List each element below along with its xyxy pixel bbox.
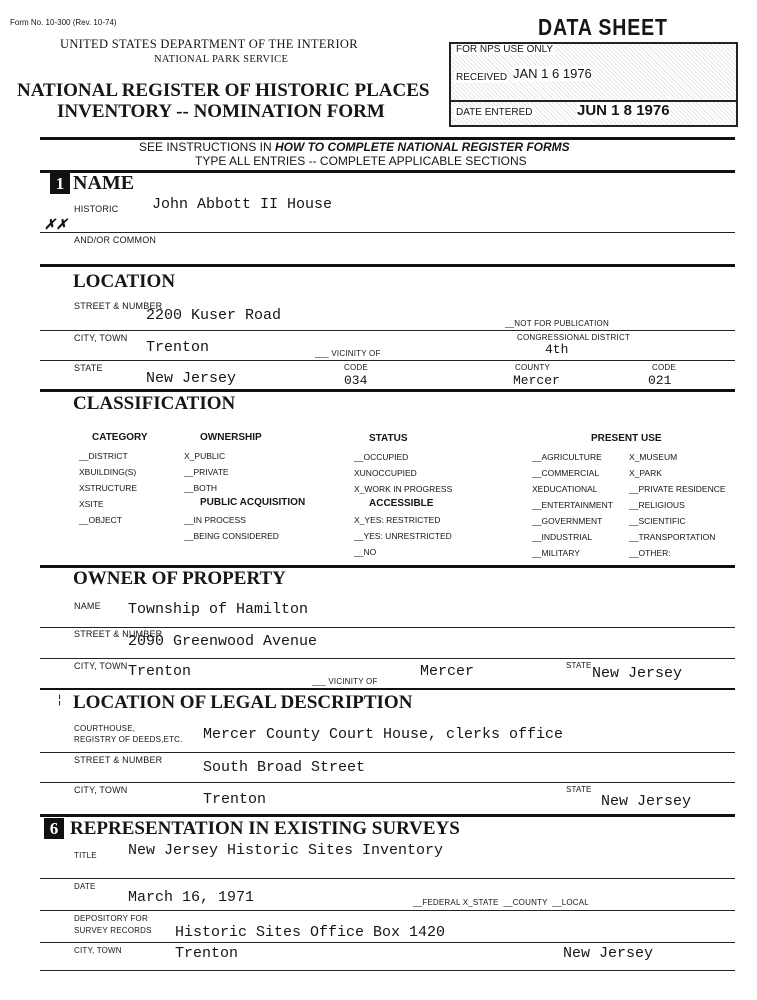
- ownership-item: __PRIVATE: [184, 467, 229, 477]
- owner-street-value: 2090 Greenwood Avenue: [128, 633, 318, 650]
- state-code-value: 034: [344, 373, 368, 388]
- historic-name-value: John Abbott II House: [152, 196, 333, 213]
- surveys-section-title: REPRESENTATION IN EXISTING SURVEYS: [70, 818, 460, 839]
- ownership-header: OWNERSHIP: [200, 432, 262, 443]
- county-code-value: 021: [648, 373, 672, 388]
- accessible-item: X_YES: RESTRICTED: [354, 515, 441, 525]
- depository-label-2: SURVEY RECORDS: [74, 926, 152, 935]
- county-code-label: CODE: [652, 363, 676, 372]
- category-item: XSTRUCTURE: [79, 483, 138, 493]
- location-city-value: Trenton: [146, 339, 210, 356]
- survey-title-value: New Jersey Historic Sites Inventory: [128, 842, 444, 859]
- depository-label-1: DEPOSITORY FOR: [74, 914, 148, 923]
- present-use-item: __RELIGIOUS: [629, 500, 685, 510]
- survey-level-options: __FEDERAL X_STATE __COUNTY __LOCAL: [413, 898, 589, 907]
- location-city-label: CITY, TOWN: [74, 333, 128, 343]
- status-header: STATUS: [369, 433, 408, 444]
- accessible-item: __NO: [354, 547, 377, 557]
- present-use-item: __PRIVATE RESIDENCE: [629, 484, 726, 494]
- status-item: X_WORK IN PROGRESS: [354, 484, 453, 494]
- location-state-value: New Jersey: [146, 370, 237, 387]
- date-entered-label: DATE ENTERED: [456, 107, 533, 118]
- classification-section-title: CLASSIFICATION: [73, 393, 236, 414]
- section-6-badge: 6: [44, 818, 64, 839]
- category-item: __OBJECT: [79, 515, 122, 525]
- survey-date-value: March 16, 1971: [128, 889, 255, 906]
- courthouse-label-2: REGISTRY OF DEEDS,ETC.: [74, 735, 183, 744]
- legal-section-title: LOCATION OF LEGAL DESCRIPTION: [73, 692, 413, 713]
- present-use-item: __AGRICULTURE: [532, 452, 602, 462]
- depository-value: Historic Sites Office Box 1420: [175, 924, 446, 941]
- received-label: RECEIVED: [456, 72, 508, 83]
- status-item: XUNOCCUPIED: [354, 468, 417, 478]
- category-item: XBUILDING(S): [79, 467, 137, 477]
- present-use-item: __ENTERTAINMENT: [532, 500, 613, 510]
- legal-state-value: New Jersey: [601, 793, 692, 810]
- instructions-line-2: TYPE ALL ENTRIES -- COMPLETE APPLICABLE SECTIONS: [195, 154, 527, 168]
- category-item: __DISTRICT: [79, 451, 128, 461]
- acquisition-item: __BEING CONSIDERED: [184, 531, 279, 541]
- survey-city-label: CITY, TOWN: [74, 946, 122, 955]
- owner-section-title: OWNER OF PROPERTY: [73, 568, 286, 589]
- present-use-item: __SCIENTIFIC: [629, 516, 686, 526]
- agency-line-1: UNITED STATES DEPARTMENT OF THE INTERIOR: [60, 37, 358, 51]
- present-use-item: __GOVERNMENT: [532, 516, 603, 526]
- present-use-header: PRESENT USE: [591, 433, 662, 444]
- owner-county-value: Mercer: [420, 663, 475, 680]
- agency-line-2: NATIONAL PARK SERVICE: [154, 54, 289, 65]
- survey-date-label: DATE: [74, 882, 96, 891]
- form-title-line-2: INVENTORY -- NOMINATION FORM: [57, 101, 385, 122]
- form-number: Form No. 10-300 (Rev. 10-74): [10, 18, 117, 27]
- location-section-title: LOCATION: [73, 271, 176, 292]
- owner-name-label: NAME: [74, 601, 101, 611]
- owner-state-label: STATE: [566, 661, 592, 670]
- common-name-label: AND/OR COMMON: [74, 235, 157, 245]
- acquisition-header: PUBLIC ACQUISITION: [200, 497, 306, 508]
- accessible-header: ACCESSIBLE: [369, 498, 434, 509]
- owner-street-label: STREET & NUMBER: [74, 629, 163, 639]
- owner-state-value: New Jersey: [592, 665, 683, 682]
- congressional-district-value: 4th: [545, 342, 569, 357]
- legal-city-value: Trenton: [203, 791, 267, 808]
- status-item: __OCCUPIED: [354, 452, 409, 462]
- received-stamp: JAN 1 6 1976: [513, 66, 592, 81]
- present-use-item: X_PARK: [629, 468, 662, 478]
- instructions-line-1: SEE INSTRUCTIONS IN HOW TO COMPLETE NATIONAL REGISTER FORMS: [139, 140, 570, 154]
- margin-check-mark: ✗✗: [44, 216, 68, 232]
- present-use-item: __MILITARY: [532, 548, 580, 558]
- congressional-district-label: CONGRESSIONAL DISTRICT: [517, 333, 631, 342]
- county-value: Mercer: [513, 373, 560, 388]
- present-use-item: XEDUCATIONAL: [532, 484, 598, 494]
- owner-vicinity-label: ___ VICINITY OF: [312, 677, 378, 686]
- survey-state-value: New Jersey: [563, 945, 654, 962]
- owner-name-value: Township of Hamilton: [128, 601, 309, 618]
- present-use-item: __OTHER:: [629, 548, 671, 558]
- category-item: XSITE: [79, 499, 104, 509]
- state-code-label: CODE: [344, 363, 368, 372]
- accessible-item: __YES: UNRESTRICTED: [354, 531, 452, 541]
- county-label: COUNTY: [515, 363, 550, 372]
- courthouse-value: Mercer County Court House, clerks office: [203, 726, 564, 743]
- location-street-value: 2200 Kuser Road: [146, 307, 282, 324]
- location-street-label: STREET & NUMBER: [74, 301, 163, 311]
- acquisition-item: __IN PROCESS: [184, 515, 246, 525]
- legal-street-value: South Broad Street: [203, 759, 366, 776]
- present-use-item: X_MUSEUM: [629, 452, 678, 462]
- date-entered-stamp: JUN 1 8 1976: [577, 102, 670, 119]
- present-use-item: __COMMERCIAL: [532, 468, 600, 478]
- survey-city-value: Trenton: [175, 945, 239, 962]
- legal-state-label: STATE: [566, 785, 592, 794]
- owner-city-label: CITY, TOWN: [74, 661, 128, 671]
- present-use-item: __INDUSTRIAL: [532, 532, 592, 542]
- legal-street-label: STREET & NUMBER: [74, 755, 163, 765]
- historic-label: HISTORIC: [74, 204, 119, 214]
- name-section-title: NAME: [73, 172, 135, 194]
- form-title-line-1: NATIONAL REGISTER OF HISTORIC PLACES: [17, 80, 430, 101]
- present-use-item: __TRANSPORTATION: [629, 532, 716, 542]
- margin-bracket: ¦: [58, 692, 62, 706]
- data-sheet-stamp: DATA SHEET: [538, 14, 668, 40]
- section-1-badge: 1: [50, 173, 70, 194]
- location-state-label: STATE: [74, 363, 103, 373]
- not-for-publication: __NOT FOR PUBLICATION: [505, 319, 609, 328]
- category-header: CATEGORY: [92, 432, 148, 443]
- ownership-item: X_PUBLIC: [184, 451, 226, 461]
- legal-city-label: CITY, TOWN: [74, 785, 128, 795]
- nps-use-box: [449, 42, 738, 127]
- nps-use-label: FOR NPS USE ONLY: [456, 44, 554, 55]
- courthouse-label-1: COURTHOUSE,: [74, 724, 136, 733]
- ownership-item: __BOTH: [184, 483, 218, 493]
- location-vicinity-label: ___ VICINITY OF: [315, 349, 381, 358]
- survey-title-label: TITLE: [74, 851, 97, 860]
- owner-city-value: Trenton: [128, 663, 192, 680]
